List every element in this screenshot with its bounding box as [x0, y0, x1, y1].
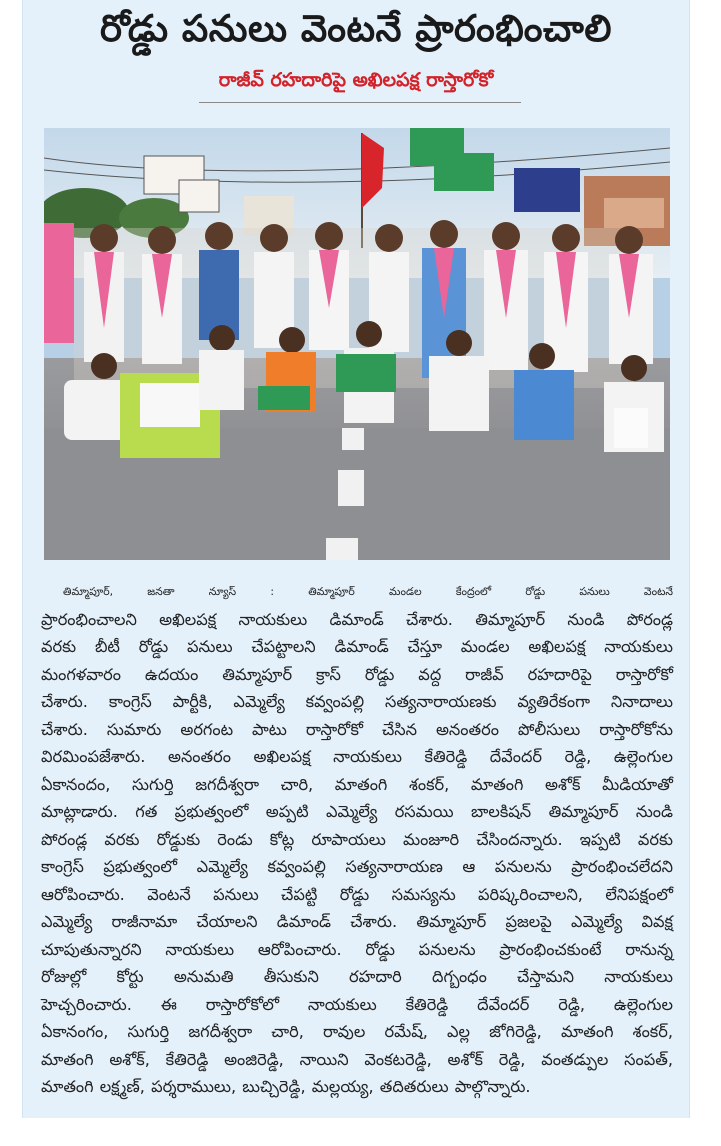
- article-line: హెచ్చరించారు. ఈ రాస్తారోకోలో నాయకులు కేతిరెడ్డి దేవేందర్ రెడ్డి, ఉల్లెంగుల: [41, 994, 673, 1014]
- divider: [199, 102, 521, 103]
- article-line: చేశారు. సుమారు అరగంట పాటు రాస్తారోకో చేసిన అనంతరం పోలీసులు రాస్తారోకోను: [41, 719, 673, 739]
- article-line: విరమింపజేశారు. అనంతరం అఖిలపక్ష నాయకులు కేతిరెడ్డి దేవేందర్ రెడ్డి, ఉల్లెంగుల: [41, 747, 673, 766]
- article-line: తిమ్మాపూర్, జనతా న్యూస్ : తిమ్మాపూర్ మండల కేంద్రంలో రోడ్డు పనులు వెంటనే: [63, 585, 673, 598]
- subheadline: రాజీవ్ రహదారిపై అఖిలపక్ష రాస్తారోకో: [218, 69, 494, 91]
- article-line: మాతంగి అశోక్, కేతిరెడ్డి అంజిరెడ్డి, నాయిని వెంకటరెడ్డి, అశోక్ రెడ్డి, వంతడ్పుల సంపత్,: [41, 1049, 673, 1069]
- article-line: ప్రారంభించాలని అఖిలపక్ష నాయకులు డిమాండ్ చేశారు. తిమ్మాపూర్ నుండి పోరండ్ల: [41, 609, 673, 629]
- article-line: చేశారు. కాంగ్రెస్ పార్టీకి, ఎమ్మెల్యే కవ్వంపల్లి సత్యనారాయణకు వ్యతిరేకంగా నినాదాలు: [41, 692, 673, 711]
- article-line: మాట్లాడారు. గత ప్రభుత్వంలో అప్పటి ఎమ్మెల్యే రసమయి బాలకిషన్ తిమ్మాపూర్ నుండి: [41, 802, 673, 821]
- article-line: కాంగ్రెస్ ప్రభుత్వంలో ఎమ్మెల్యే కవ్వంపల్లి సత్యనారాయణ ఆ పనులను ప్రారంభించలేదని: [41, 857, 673, 876]
- article-line: మాతంగి లక్ష్మణ్, పర్శరాములు, బుచ్చిరెడ్డి, మల్లయ్య, తదితరులు పాల్గొన్నారు.: [41, 1077, 531, 1096]
- article-line: ఏకానందం, సుగుర్తి జగదీశ్వరా చారి, మాతంగి శంకర్, మాతంగి అశోక్ మీడియాతో: [41, 774, 673, 794]
- headline: రోడ్డు పనులు వెంటనే ప్రారంభించాలి: [100, 7, 612, 50]
- article-line: రోజుల్లో కోర్టు అనుమతి తీసుకుని రహదారి దిగ్బంధం చేస్తామని నాయకులు: [41, 967, 673, 986]
- article-line: మంగళవారం ఉదయం తిమ్మాపూర్ క్రాస్ రోడ్డు వద్ద రాజీవ్ రహదారిపై రాస్తారోకో: [41, 664, 673, 684]
- article-line: చూపుతున్నారని నాయకులు ఆరోపించారు. రోడ్డు పనులను ప్రారంభించకుంటే రానున్న: [41, 939, 673, 959]
- article-line: ఆరోపించారు. వెంటనే పనులు చేపట్టి రోడ్డు సమస్యను పరిష్కరించాలని, లేనిపక్షంలో: [41, 884, 673, 904]
- news-clipping: [22, 0, 690, 1118]
- article-body: [41, 578, 673, 1101]
- article-line: వరకు బీటీ రోడ్డు పనులు చేపట్టాలని డిమాండ్ చేస్తూ మండల అఖిలపక్ష నాయకులు: [41, 637, 673, 656]
- protest-photo-illustration: [44, 128, 670, 560]
- article-line: ఏకానంగం, సుగుర్తి జగదీశ్వరా చారి, రావుల రమేష్, ఎల్ల జోగిరెడ్డి, మాతంగి శంకర్,: [41, 1022, 673, 1041]
- article-line: పోరండ్ల వరకు రోడ్డుకు రెండు కోట్ల రూపాయలు మంజూరి చేసిందన్నారు. ఇప్పటి వరకు: [41, 829, 673, 849]
- article-line: ఎమ్మెల్యే రాజీనామా చేయాలని డిమాండ్ చేశారు. తిమ్మాపూర్ ప్రజలపై ఎమ్మెల్యే వివక్ష: [41, 912, 673, 931]
- protest-photo: [44, 128, 670, 560]
